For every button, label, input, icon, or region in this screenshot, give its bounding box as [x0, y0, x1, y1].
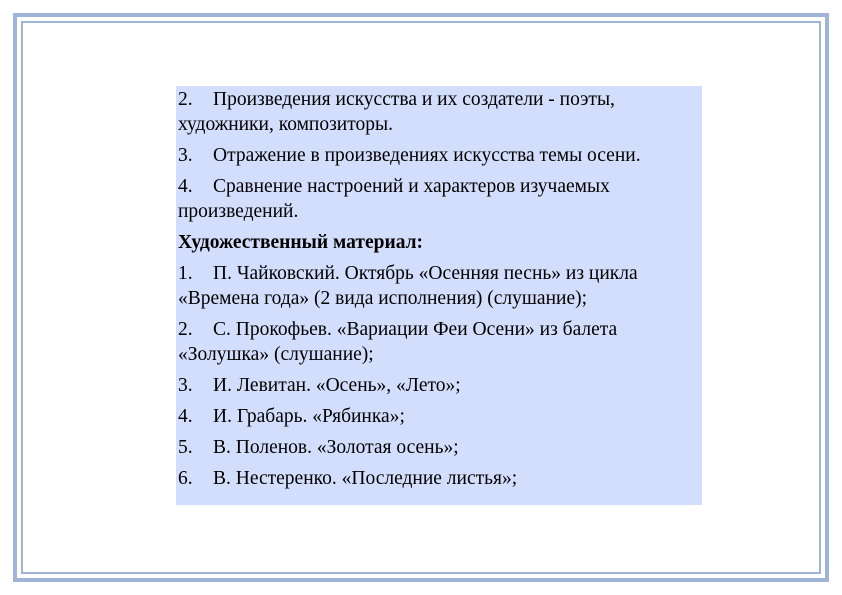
slide-text-block: [176, 86, 702, 505]
list-item: 4. Сравнение настроений и характеров изучаемых произведений.: [178, 176, 610, 222]
list-item: 6. В. Нестеренко. «Последние листья»;: [178, 468, 518, 489]
materials-heading: Художественный материал:: [178, 232, 424, 253]
list-item: 5. В. Поленов. «Золотая осень»;: [178, 437, 459, 458]
list-item: 1. П. Чайковский. Октябрь «Осенняя песнь» из цикла «Времена года» (2 вида исполнения) (слушание);: [178, 263, 638, 309]
list-item: 2. С. Прокофьев. «Вариации Феи Осени» из балета «Золушка» (слушание);: [178, 319, 618, 365]
list-item: 3. Отражение в произведениях искусства темы осени.: [178, 145, 641, 166]
list-item: 2. Произведения искусства и их создатели - поэты, художники, композиторы.: [178, 89, 615, 135]
list-item: 4. И. Грабарь. «Рябинка»;: [178, 406, 405, 427]
list-item: 3. И. Левитан. «Осень», «Лето»;: [178, 375, 461, 396]
